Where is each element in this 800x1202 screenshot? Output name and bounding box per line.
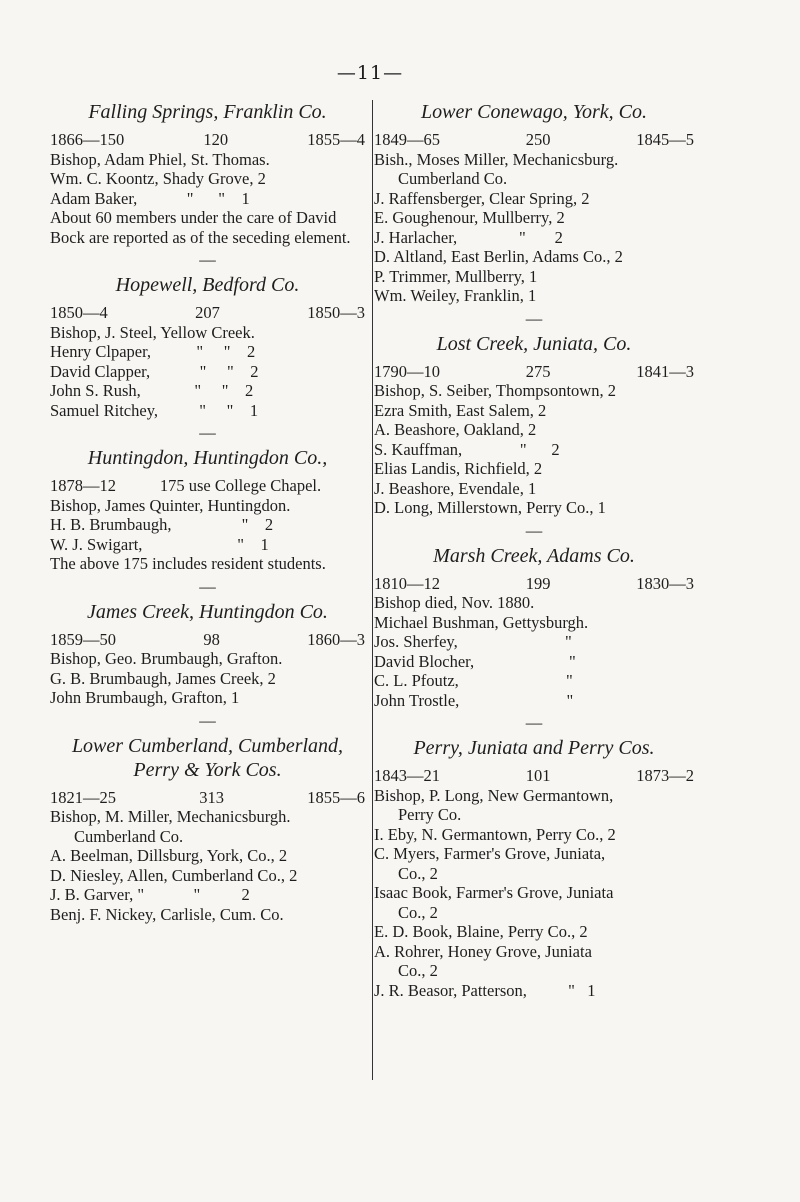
stat-value: 1821—25 — [50, 787, 116, 807]
congregation-heading: Huntingdon, Huntingdon Co., — [87, 447, 328, 469]
entry-line: Cumberland Co. — [74, 826, 184, 846]
congregation-entry — [50, 734, 365, 925]
section-separator: — — [199, 710, 216, 730]
entry-line: Bishop, Geo. Brumbaugh, Grafton. — [50, 649, 283, 668]
entry-line: Bishop, J. Steel, Yellow Creek. — [50, 322, 255, 342]
column-divider — [372, 100, 373, 1080]
congregation-entry — [50, 273, 365, 446]
congregation-entry — [374, 736, 694, 1000]
stat-value: 207 — [195, 303, 220, 322]
left-column — [50, 100, 365, 924]
congregation-entry — [374, 100, 694, 332]
congregation-heading: Lower Cumberland, Cumberland, Perry & York Cos. — [71, 734, 344, 781]
stat-value: 1855—6 — [307, 787, 365, 807]
stat-value: 199 — [525, 573, 551, 593]
entry-line: Benj. F. Nickey, Carlisle, Cum. Co. — [50, 904, 284, 924]
entry-line: J. Beashore, Evendale, 1 — [374, 478, 537, 498]
stat-value: 1845—5 — [636, 130, 694, 149]
congregation-stats — [50, 303, 365, 323]
congregation-entry — [374, 332, 694, 544]
entry-line: J. Raffensberger, Clear Spring, 2 — [374, 188, 590, 208]
entry-line: Cumberland Co. — [398, 169, 508, 188]
stat-value: 1830—3 — [636, 573, 694, 593]
entry-line: H. B. Brumbaugh, " 2 — [50, 515, 274, 534]
entry-line: P. Trimmer, Mullberry, 1 — [374, 266, 538, 286]
entry-line: I. Eby, N. Germantown, Perry Co., 2 — [374, 824, 616, 844]
entry-line: Michael Bushman, Gettysburgh. — [374, 612, 589, 632]
entry-line: A. Beashore, Oakland, 2 — [374, 420, 537, 439]
entry-line: Wm. Weiley, Franklin, 1 — [374, 286, 537, 305]
entry-line: John Brumbaugh, Grafton, 1 — [50, 688, 240, 707]
entry-line: J. R. Beasor, Patterson, " 1 — [374, 980, 596, 1000]
entry-line: Bishop, M. Miller, Mechanicsburgh. — [50, 807, 291, 826]
stat-value: 313 — [199, 787, 224, 807]
stat-value: 1860—3 — [307, 629, 365, 649]
stat-value: 1849—65 — [374, 130, 440, 149]
congregation-entry — [50, 600, 365, 734]
entry-line: John S. Rush, " " 2 — [50, 381, 254, 400]
entry-line: Bishop died, Nov. 1880. — [374, 593, 535, 612]
congregation-stats — [374, 766, 694, 786]
entry-line: S. Kauffman, " 2 — [374, 439, 560, 459]
entry-line: John Trostle, " — [374, 690, 574, 710]
stat-value: 1850—3 — [307, 303, 365, 322]
entry-line: D. Altland, East Berlin, Adams Co., 2 — [374, 247, 623, 266]
stat-value: 1843—21 — [374, 766, 440, 785]
stat-value: 1866—150 — [50, 130, 125, 149]
entry-line: Samuel Ritchey, " " 1 — [50, 400, 259, 420]
page-number: —11— — [336, 62, 404, 84]
entry-line: D. Niesley, Allen, Cumberland Co., 2 — [50, 865, 298, 885]
entry-line: Henry Clpaper, " " 2 — [50, 342, 256, 361]
congregation-stats — [374, 130, 694, 150]
stat-value: 1850—4 — [50, 303, 108, 322]
section-separator: — — [525, 713, 543, 732]
congregation-heading: Perry, Juniata and Perry Cos. — [413, 737, 655, 759]
congregation-stats — [50, 130, 365, 150]
entry-line: G. B. Brumbaugh, James Creek, 2 — [50, 668, 276, 688]
entry-line: Adam Baker, " " 1 — [50, 188, 250, 208]
entry-line: Jos. Sherfey, " — [374, 632, 572, 651]
congregation-entry — [50, 100, 365, 273]
entry-line: A. Beelman, Dillsburg, York, Co., 2 — [50, 846, 288, 865]
entry-line: About 60 members under the care of David Bock are reported as of the seceding element. — [50, 208, 351, 247]
section-separator: — — [525, 308, 543, 328]
entry-line: E. D. Book, Blaine, Perry Co., 2 — [374, 922, 588, 941]
congregation-stats — [50, 630, 365, 650]
congregation-stats — [374, 362, 694, 382]
section-separator: — — [525, 520, 543, 540]
section-separator: — — [199, 423, 216, 442]
entry-line: Wm. C. Koontz, Shady Grove, 2 — [50, 169, 266, 188]
stat-value: 1855—4 — [307, 130, 365, 149]
stat-value: 1790—10 — [374, 361, 440, 381]
section-separator: — — [199, 250, 216, 269]
congregation-heading: Lost Creek, Juniata, Co. — [436, 332, 632, 355]
stat-value: 98 — [203, 629, 220, 649]
entry-line: Bishop, Adam Phiel, St. Thomas. — [50, 149, 270, 169]
congregation-heading: Lower Conewago, York, Co. — [421, 101, 647, 123]
congregation-heading: James Creek, Huntingdon Co. — [87, 600, 328, 623]
congregation-stats — [50, 788, 365, 808]
entry-line: David Blocher, " — [374, 651, 576, 671]
right-column — [374, 100, 694, 1000]
entry-line: David Clapper, " " 2 — [50, 361, 259, 381]
entry-line: J. B. Garver, " " 2 — [50, 885, 250, 904]
entry-line: Bishop, James Quinter, Huntingdon. — [50, 495, 291, 515]
entry-line: A. Rohrer, Honey Grove, Juniata — [374, 941, 592, 961]
entry-line: Bishop, S. Seiber, Thompsontown, 2 — [374, 381, 616, 400]
entry-line: W. J. Swigart, " 1 — [50, 534, 269, 554]
stat-value: 120 — [203, 130, 229, 149]
stat-value: 1859—50 — [50, 629, 116, 649]
stat-value: 275 — [525, 361, 551, 381]
stat-value: 1841—3 — [636, 361, 694, 381]
stat-value: 250 — [525, 130, 551, 149]
entry-line: Co., 2 — [398, 863, 438, 883]
congregation-entry — [374, 544, 694, 737]
entry-line: Perry Co. — [398, 805, 462, 824]
congregation-stats — [50, 476, 365, 496]
congregation-stats — [374, 574, 694, 594]
entry-line: The above 175 includes resident students. — [50, 554, 326, 573]
stat-value: 1810—12 — [374, 573, 440, 593]
entry-line: C. Myers, Farmer's Grove, Juniata, — [374, 844, 606, 863]
section-separator: — — [199, 576, 216, 596]
entry-line: C. L. Pfoutz, " — [374, 671, 573, 690]
congregation-heading: Marsh Creek, Adams Co. — [433, 544, 635, 567]
entry-line: Ezra Smith, East Salem, 2 — [374, 400, 547, 420]
entry-line: D. Long, Millerstown, Perry Co., 1 — [374, 498, 606, 517]
congregation-entry — [50, 446, 365, 600]
congregation-heading: Falling Springs, Franklin Co. — [88, 101, 327, 123]
stat-value: 1878—12 — [50, 476, 116, 495]
entry-line: Bish., Moses Miller, Mechanicsburg. — [374, 149, 619, 169]
entry-line: Co., 2 — [398, 902, 438, 922]
entry-line: Co., 2 — [398, 961, 438, 980]
entry-line: J. Harlacher, " 2 — [374, 227, 563, 247]
entry-line: Bishop, P. Long, New Germantown, — [374, 785, 614, 805]
stat-value: 175 use College Chapel. — [159, 476, 322, 495]
entry-line: E. Goughenour, Mullberry, 2 — [374, 208, 565, 227]
congregation-heading: Hopewell, Bedford Co. — [115, 274, 300, 296]
entry-line: Elias Landis, Richfield, 2 — [374, 459, 543, 478]
stat-value: 101 — [525, 766, 551, 785]
stat-value: 1873—2 — [636, 766, 694, 785]
entry-line: Isaac Book, Farmer's Grove, Juniata — [374, 883, 614, 902]
